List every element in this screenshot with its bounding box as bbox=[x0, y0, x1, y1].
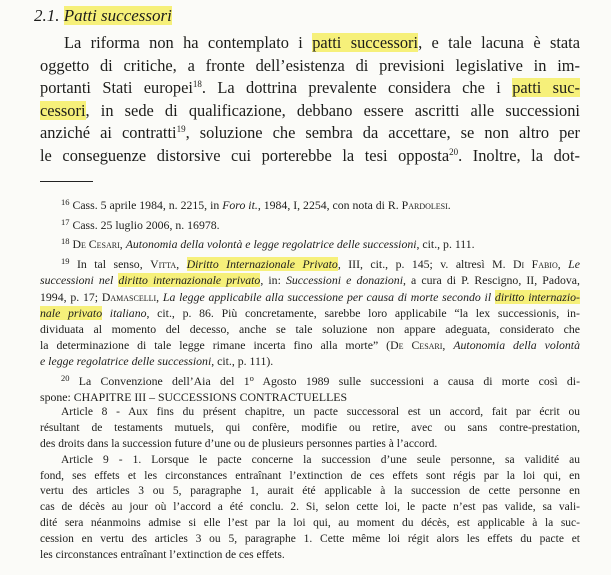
footnote-20: $^{20}$ La Convenzione dell’Aia del 1$^o$ Agosto 1989 sulle successioni a causa di morte così di- spone: CHAPITRE III – SUCCESSIONS CONTRACTUELLES Article 8 - Aux fins du présent chapitre, un pacte successoral est un accord, fait par écrit ou résultant de testaments mutuels, qui confère, modifie ou retire, avec ou sans contre-prestation, des droits dans la succession future d’une ou de plusieurs personnes parties à l’accord. Article 9 - 1. Lorsque le pacte concerne la succession d’une seule personne, sa validité au fond, ses effets et les circonstances entraînant l’extinction de ces effets sont régis par la loi qui, en vertu des articles 3 ou 5, paragraphe 1, aurait été applicable à la succession de cette personne en cas de décès au jour où l’accord a été conclu. 2. Si, selon cette loi, le pacte n’est pas valide, sa vali- dité sera néanmoins admise si elle l’est par la loi qui, au moment du décès, est applicable à la suc- cession en vertu des articles 3 ou 5, paragraphe 1. Cette même loi régit alors les effets du pacte et les circonstances entraînant l’extinction de ces effets. bbox=[40, 373, 580, 563]
section-heading bbox=[34, 6, 172, 26]
body-line: oggetto di critiche, a fronte dell’esistenza di previsioni legislative in im- bbox=[40, 55, 580, 75]
footnote-19: $^{19}$ In tal senso, Vitta, Diritto Internazionale Privato, III, cit., p. 145; v. altresì M. Di Fabio, Le successioni nel diritto internazionale privato, in: Successioni e donazioni, a cura di P. Rescigno, II, Padova, 1994, p. 17; Damascelli, La legge applicabile alla successione per causa di morte secondo il diritto internazio- nale privato italiano, cit., p. 86. Più concretamente, sarebbe loro applicabile “la lex successionis, in- dividuata al momento del decesso, anche se tale soluzione non appare adeguata, considerato che la determinazione di tale legge rimane incerta fino alla morte” (De Cesari, Autonomia della volontà e legge regolatrice delle successioni, cit., p. 111). bbox=[40, 256, 580, 369]
footnote-ref: 20 bbox=[449, 146, 459, 157]
body-line: anziché ai contratti$^{19}$, soluzione che sembra da accettare, se non altro per bbox=[40, 123, 581, 143]
section-number: 2.1. bbox=[34, 6, 60, 25]
highlight: patti successori bbox=[312, 33, 419, 52]
highlight: patti suc- bbox=[512, 78, 580, 98]
body-line: La riforma non ha contemplato i patti successori, e tale lacuna è stata bbox=[64, 33, 580, 52]
footnote-18: $^{18}$ De Cesari, Autonomia della volontà e legge regolatrice delle successioni, cit., p. 111. bbox=[61, 236, 475, 252]
highlight: Diritto Internazionale Privato bbox=[186, 257, 338, 272]
footnote-ref: 18 bbox=[192, 79, 202, 90]
footnotes bbox=[40, 197, 580, 567]
body-line: cessori, in sede di qualificazione, debbano essere ascritti alle successioni bbox=[40, 100, 580, 120]
convention-quote: Article 8 - Aux fins du présent chapitre, un pacte successoral est un accord, fait par écrit ou résultant de testaments mutuels, qui confère, modifie ou retire, avec ou sans contre-prestation, des droits dans la succession future d’une ou de plusieurs personnes parties à l’accord. Article 9 - 1. Lorsque le pacte concerne la succession d’une seule personne, sa validité au fond, ses effets et les circonstances entraînant l’extinction de ces effets sont régis par la loi qui, en vertu des articles 3 ou 5, paragraphe 1, aurait été applicable à la succession de cette personne en cas de décès au jour où l’accord a été conclu. 2. Si, selon cette loi, le pacte n’est pas valide, sa vali- dité sera néanmoins admise si elle l’est par la loi qui, au moment du décès, est applicable à la suc- cession en vertu des articles 3 ou 5, paragraphe 1. Cette même loi régit alors les effets du pacte et les circonstances entraînant l’extinction de ces effets. bbox=[40, 406, 580, 561]
highlight: diritto internazionale privato bbox=[118, 273, 261, 288]
footnote-ref: 19 bbox=[176, 124, 186, 135]
footnote-16: $^{16}$ Cass. 5 aprile 1984, n. 2215, in Foro it., 1984, I, 2254, con nota di R. Pardolesi. bbox=[61, 197, 451, 212]
main-paragraph bbox=[40, 32, 580, 168]
highlight: nale privato bbox=[40, 305, 103, 320]
highlight: cessori bbox=[40, 100, 86, 120]
body-line: portanti Stati europei$^{18}$. La dottrina prevalente considera che i patti suc- bbox=[40, 78, 580, 98]
footnote-17: $^{17}$ Cass. 25 luglio 2006, n. 16978. bbox=[61, 216, 220, 232]
body-line: le conseguenze distorsive cui porterebbe la tesi opposta$^{20}$. Inoltre, la dot- bbox=[40, 145, 580, 165]
footnote-separator bbox=[40, 181, 93, 182]
highlight: diritto internazio- bbox=[494, 289, 580, 304]
section-title: Patti successori bbox=[63, 6, 172, 25]
